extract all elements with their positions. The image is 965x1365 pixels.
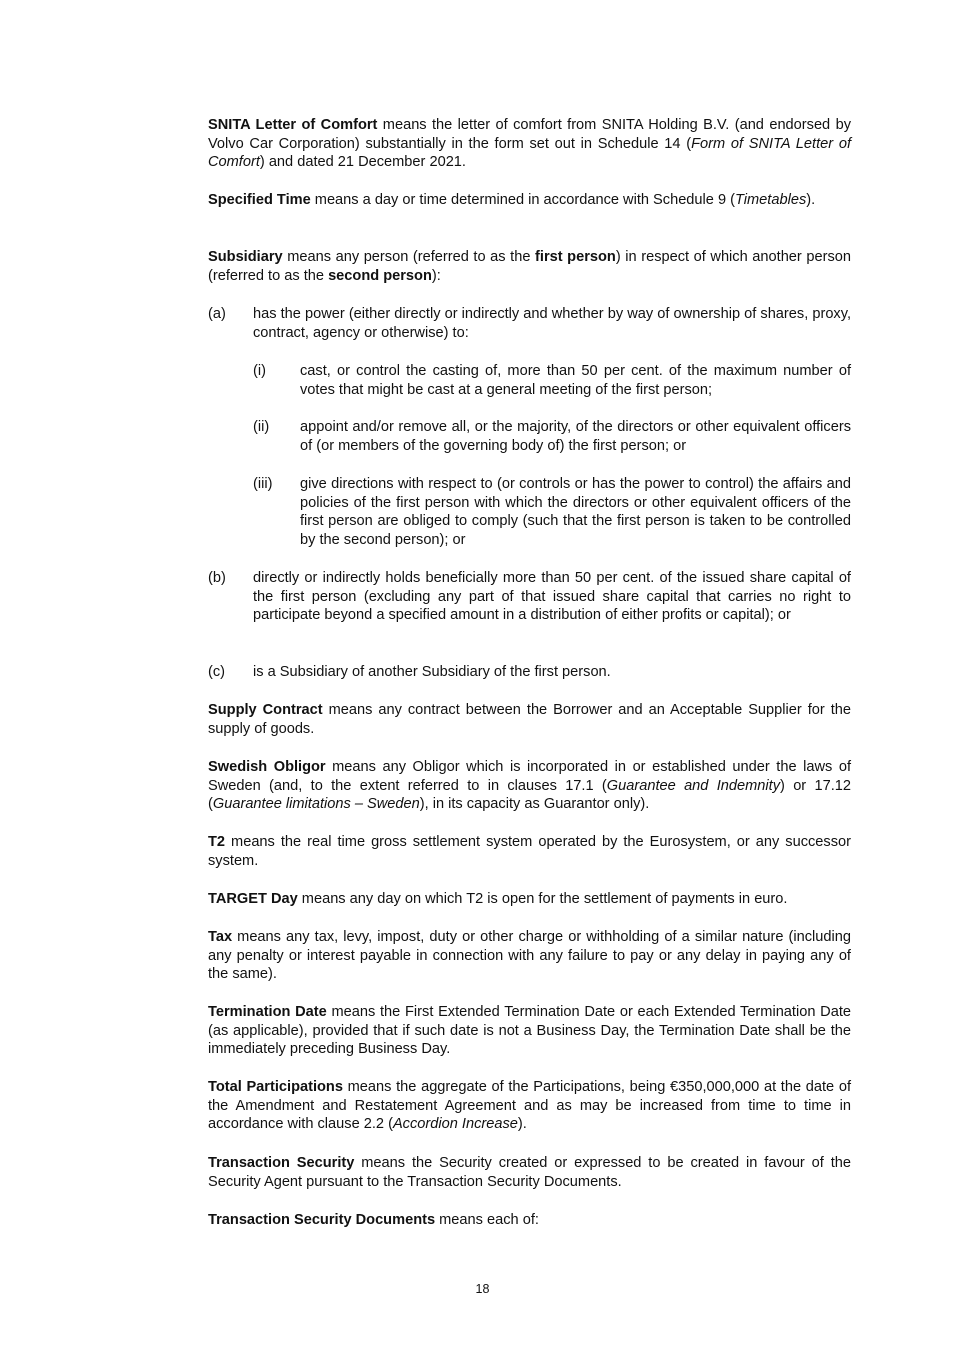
defined-term: Tax [208,929,233,945]
defined-term: Total Participations [208,1079,343,1095]
definition-subsidiary: Subsidiary means any person (referred to as the first person) in respect of which another person (referred to as the second person): [208,249,851,284]
definition-total-participations: Total Participations means the aggregate of the Participations, being €350,000,000 at the date of the Amendment and Restatement Agreement and as may be increased from time to time in accordance with clause 2.2 (Accordion Increase). [208,1079,852,1133]
defined-term: Transaction Security Documents [208,1212,436,1228]
definition-transaction-security: Transaction Security means the Security created or expressed to be created in favour of the Security Agent pursuant to the Transaction Security Documents. [208,1155,851,1190]
defined-term: T2 [208,834,226,850]
sublist-marker: (ii) [253,419,270,435]
defined-term: SNITA Letter of Comfort [208,117,378,133]
list-marker: (a) [208,306,226,322]
definition-transaction-security-documents: Transaction Security Documents means each of: [208,1212,539,1228]
list-item: is a Subsidiary of another Subsidiary of the first person. [253,664,611,680]
definition-specified-time: Specified Time means a day or time determined in accordance with Schedule 9 (Timetables). [208,192,816,208]
sublist-item: give directions with respect to (or controls or has the power to control) the affairs and policies of the first person with which the directors or other equivalent officers of the first person are obliged to comply (such that the first person is taken to be controlled by the second person); or [300,476,851,548]
sublist-marker: (i) [253,363,266,379]
definition-termination-date: Termination Date means the First Extended Termination Date or each Extended Termination Date (as applicable), provided that if such date is not a Business Day, the Termination Date shall be the immediately preceding Business Day. [208,1004,851,1058]
list-marker: (c) [208,664,226,680]
list-marker: (b) [208,570,226,586]
sublist-item: cast, or control the casting of, more than 50 per cent. of the maximum number of votes that might be cast at a general meeting of the first person; [300,363,851,398]
definition-swedish-obligor: Swedish Obligor means any Obligor which is incorporated in or established under the laws of Sweden (and, to the extent referred to in clauses 17.1 (Guarantee and Indemnity) or 17.12 (Guarantee limitations – Sweden), in its capacity as Guarantor only). [208,759,852,813]
defined-term: TARGET Day [208,891,298,907]
defined-term: Transaction Security [208,1155,355,1171]
sublist-item: appoint and/or remove all, or the majority, of the directors or other equivalent officers of (or members of the governing body of) the first person; or [300,419,851,454]
list-item: directly or indirectly holds beneficially more than 50 per cent. of the issued share capital of the first person (excluding any part of that issued share capital that carries no right to participate beyond a specified amount in a distribution of either profits or capital); or [253,570,851,624]
defined-term: Specified Time [208,192,311,208]
defined-term: Supply Contract [208,702,323,718]
definition-supply-contract: Supply Contract means any contract between the Borrower and an Acceptable Supplier for the supply of goods. [208,702,851,737]
page-number: 18 [475,1282,490,1296]
definition-tax: Tax means any tax, levy, impost, duty or other charge or withholding of a similar nature (including any penalty or interest payable in connection with any failure to pay or any delay in paying any of the same). [208,929,851,983]
definition-t2: T2 means the real time gross settlement system operated by the Eurosystem, or any successor system. [208,834,851,869]
defined-term: Termination Date [208,1004,327,1020]
sublist-marker: (iii) [253,476,273,492]
defined-term: Subsidiary [208,249,283,265]
definition-target-day: TARGET Day means any day on which T2 is open for the settlement of payments in euro. [208,891,788,907]
defined-term: Swedish Obligor [208,759,326,775]
list-item: has the power (either directly or indirectly and whether by way of ownership of shares, proxy, contract, agency or otherwise) to: [253,306,851,341]
definition-snita-letter-of-comfort: SNITA Letter of Comfort means the letter of comfort from SNITA Holding B.V. (and endorsed by Volvo Car Corporation) substantially in the form set out in Schedule 14 (Form of SNITA Letter of Comfort) and dated 21 December 2021. [208,117,852,171]
